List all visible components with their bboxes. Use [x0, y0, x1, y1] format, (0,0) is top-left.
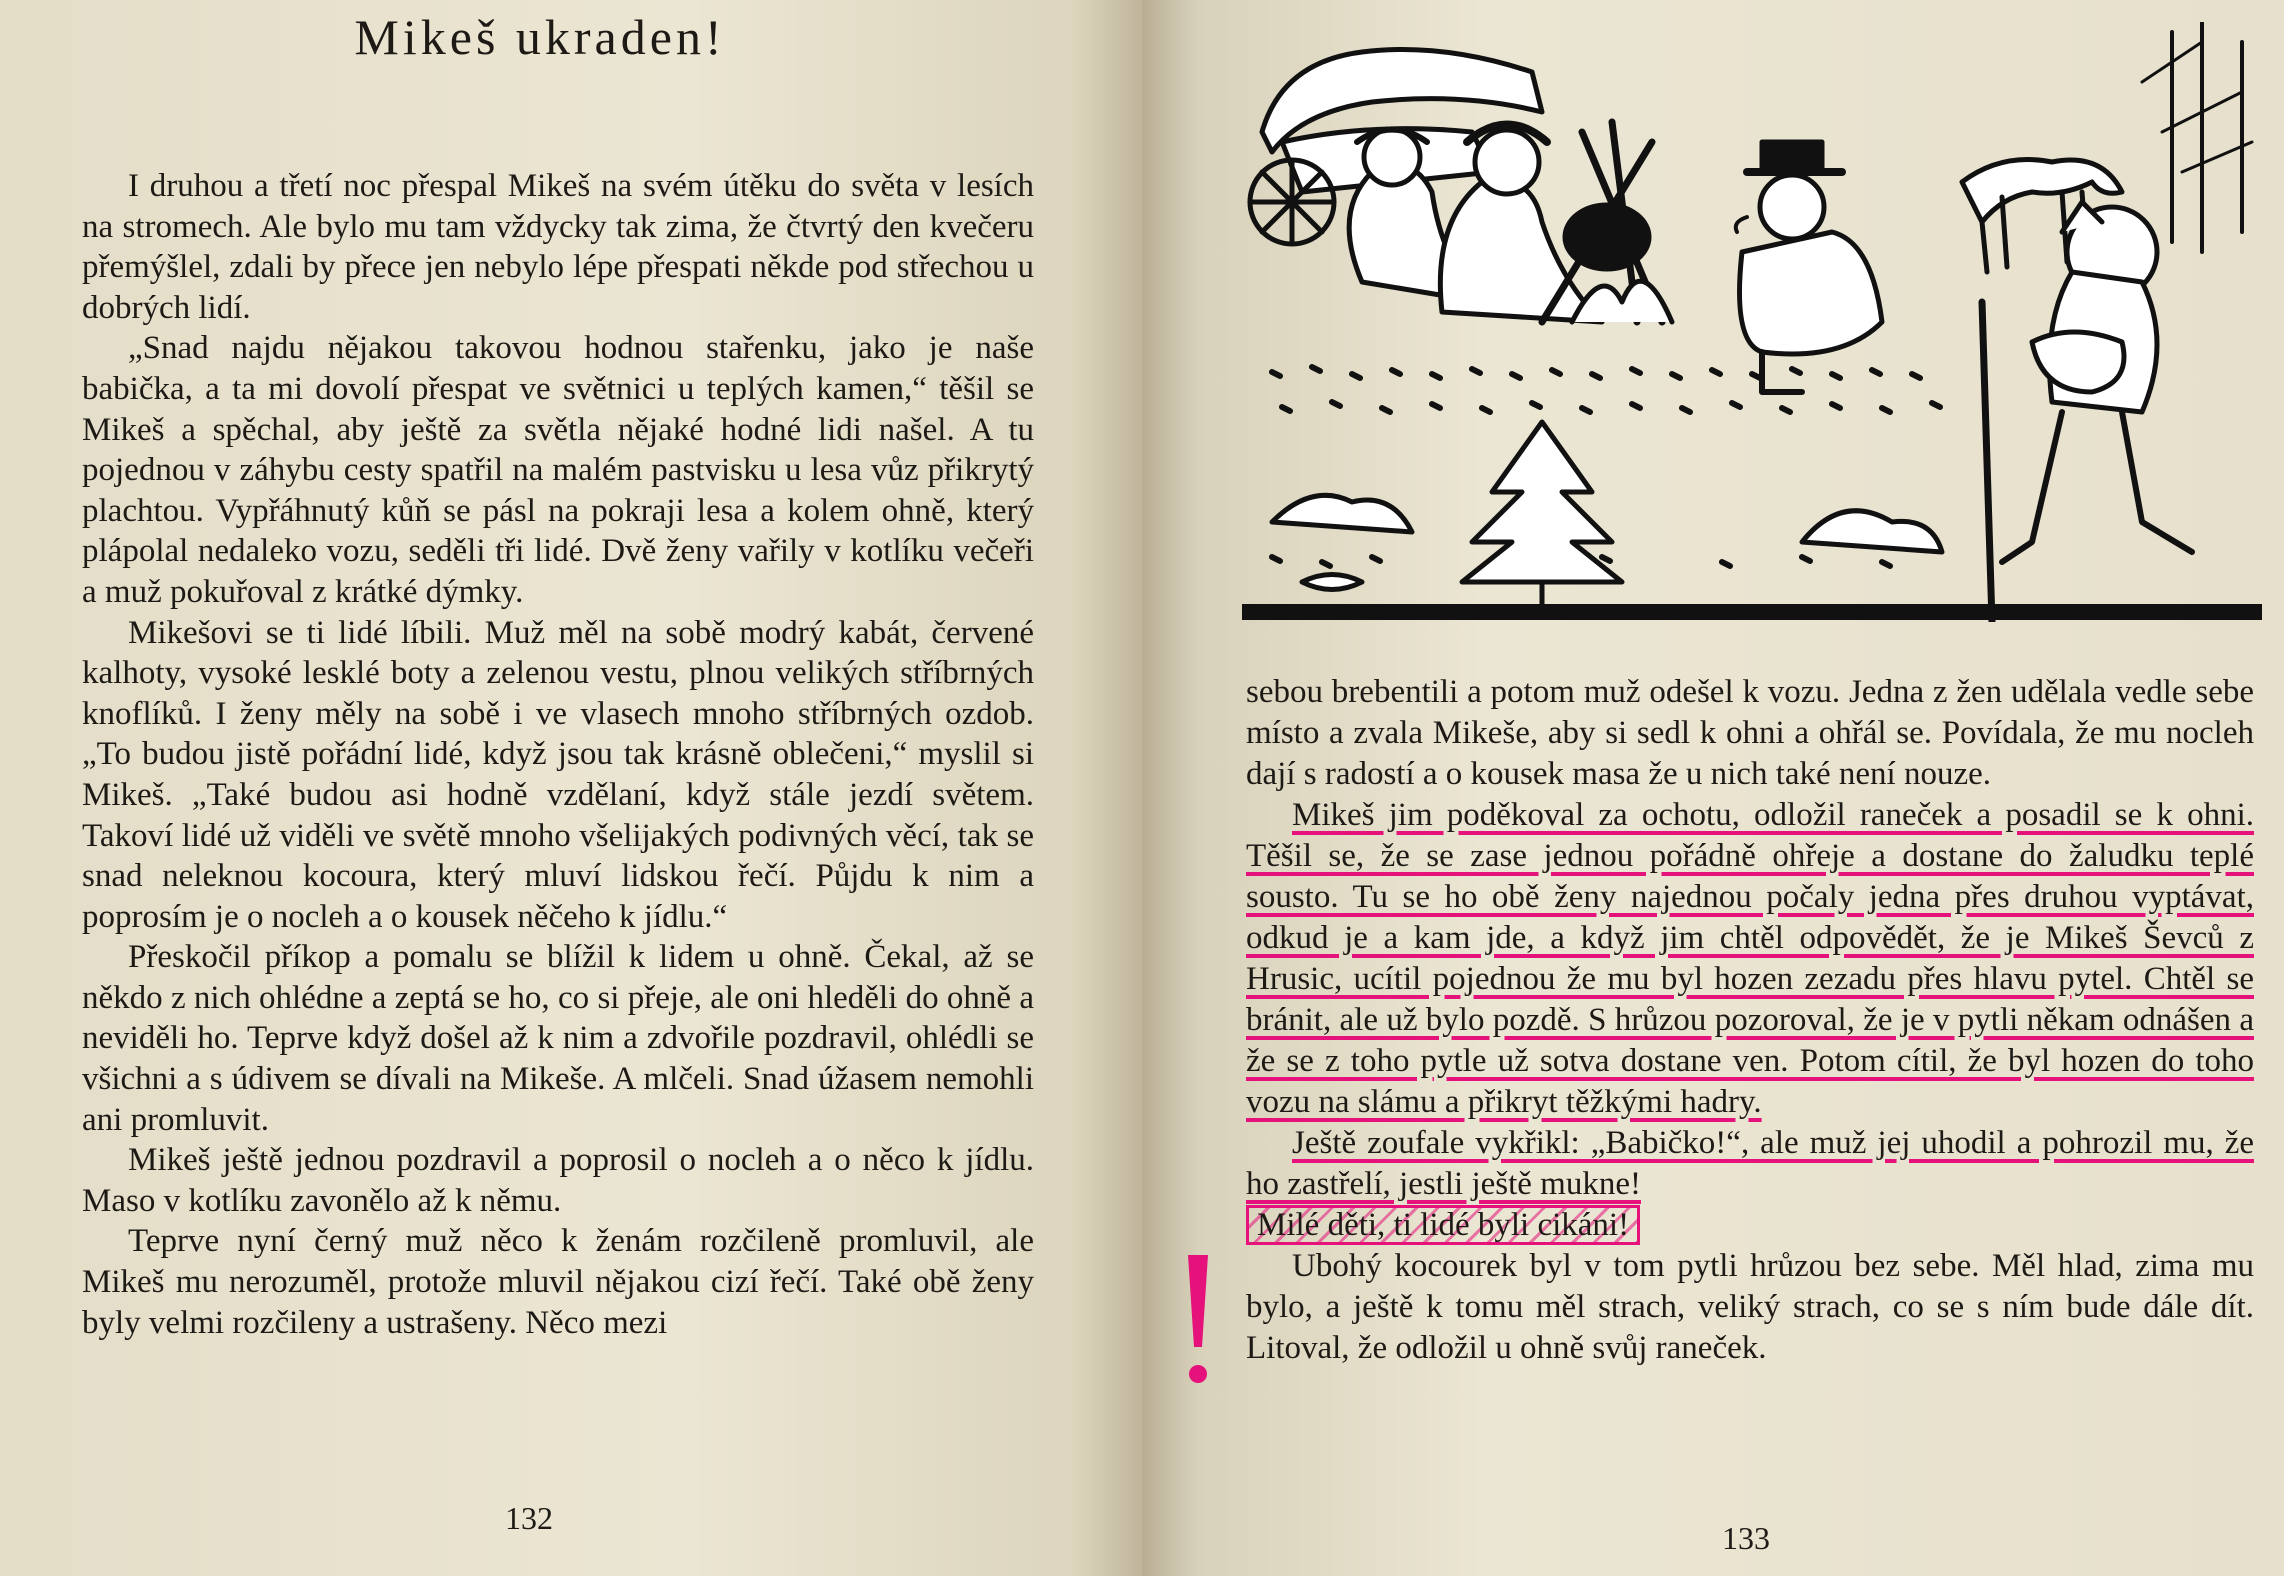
paragraph: Přeskočil příkop a pomalu se blížil k lidem u ohně. Čekal, až se někdo z nich ohlédne a zeptá se ho, co si přeje, ale oni hleděli do ohně a neviděli ho. Teprve když došel až k nim a zdvořile pozdravil, ohlédli se všichni a s údivem se dívali na Mikeše. A mlčeli. Snad úžasem nemohli ani promluvit.: [82, 939, 1034, 1138]
boxed-sentence: Milé děti, ti lidé byli cikáni!: [1246, 1205, 1640, 1245]
highlighted-paragraph: [1246, 795, 2254, 1123]
underlined-text: Mikeš jim poděkoval za ochotu, odložil raneček a posadil se k ohni. Těšil se, že se zase jednou pořádně ohřeje a dostane do žaludku teplé sousto. Tu se ho obě ženy najednou počaly jedna přes druhou vyptávat, odkud je a kam jde, a když jim chtěl odpovědět, že je Mikeš Ševců z Hrusic, ucítil pojednou že mu byl hozen zezadu přes hlavu pytel. Chtěl se bránit, ale už bylo pozdě. S hrůzou pozoroval, že je v pytli někam odnášen a že se z toho pytle už sotva dostane ven. Potom cítil, že byl hozen do toho vozu na slámu a přikryt těžkými hadry.: [1246, 797, 2254, 1120]
exclamation-annotation: [1184, 1255, 1214, 1395]
paragraph: Mikeš ještě jednou pozdravil a poprosil o nocleh a o něco k jídlu. Maso v kotlíku zavonělo až k němu.: [82, 1142, 1034, 1219]
paragraph: Mikešovi se ti lidé líbili. Muž měl na sobě modrý kabát, červené kalhoty, vysoké lesklé boty a zelenou vestu, plnou velikých stříbrných knoflíků. I ženy měly na sobě i ve vlasech mnoho stříbrných ozdob. „To budou jistě pořádní lidé, když jsou tak krásně oblečeni,“ myslil si Mikeš. „Také budou asi hodně vzdělaní, když stále jezdí světem. Takoví lidé už viděli ve světě mnoho všelijakých podivných věcí, tak se snad neleknou kocoura, který mluví lidskou řečí. Půjdu k nim a poprosím je o nocleh a o kousek něčeho k jídlu.“: [82, 614, 1034, 935]
left-page-text: [82, 166, 1034, 1343]
man-with-pipe-icon: [1736, 142, 1882, 392]
paragraph: sebou brebentili a potom muž odešel k vozu. Jedna z žen udělala vedle sebe místo a zvala Mikeše, aby si sedl k ohni a ohřál se. Povídala, že mu nocleh dají s radostí a o kousek masa že u nich také není nouze.: [1246, 674, 2254, 792]
highlighted-paragraph: [1246, 1123, 2254, 1205]
cat-mikes-icon: [1982, 202, 2192, 622]
paragraph: Teprve nyní černý muž něco k ženám rozčileně promluvil, ale Mikeš mu nerozuměl, protože mluvil nějakou cizí řečí. Také obě ženy byly velmi rozčileny a ustrašeny. Něco mezi: [82, 1223, 1034, 1341]
paragraph: Ubohý kocourek byl v tom pytli hrůzou bez sebe. Měl hlad, zima mu bylo, a ještě k tomu měl strach, veliký strach, co se s ním bude dále dít. Litoval, že odložil u ohně svůj raneček.: [1246, 1248, 2254, 1366]
chapter-title: Mikeš ukraden!: [354, 9, 726, 65]
right-page-text: [1246, 672, 2254, 1369]
gypsy-camp-illustration: [1242, 22, 2262, 622]
paragraph: I druhou a třetí noc přespal Mikeš na svém útěku do světa v lesích na stromech. Ale bylo mu tam vždycky tak zima, že čtvrtý den kvečeru přemýšlel, zdali by přece jen nebylo lépe přespati někde pod střechou u dobrých lidí.: [82, 168, 1034, 326]
fir-tree-icon: [1462, 422, 1622, 612]
paragraph: „Snad najdu nějakou takovou hodnou stařenku, jako je naše babička, a ta mi dovolí přespat ve světnici u teplých kamen,“ těšil se Mikeš a spěchal, aby ještě za světla nějaké hodné lidi našel. A tu pojednou v záhybu cesty spatřil na malém pastvisku u lesa vůz přikrytý plachtou. Vypřáhnutý kůň se pásl na pokraji lesa a kolem ohně, který plápolal nedaleko vozu, seděli tři lidé. Dvě ženy vařily v kotlíku večeři a muž pokuřoval z krátké dýmky.: [82, 330, 1034, 610]
page-number-left: 132: [505, 1500, 553, 1536]
boxed-paragraph: [1246, 1205, 2254, 1246]
underlined-text: Ještě zoufale vykřikl: „Babičko!“, ale muž jej uhodil a pohrozil mu, že ho zastřelí, jestli ještě mukne!: [1246, 1125, 2254, 1202]
campfire-icon: [1542, 122, 1672, 322]
page-number-right: 133: [1722, 1520, 1770, 1556]
right-page: [1142, 0, 2284, 1576]
